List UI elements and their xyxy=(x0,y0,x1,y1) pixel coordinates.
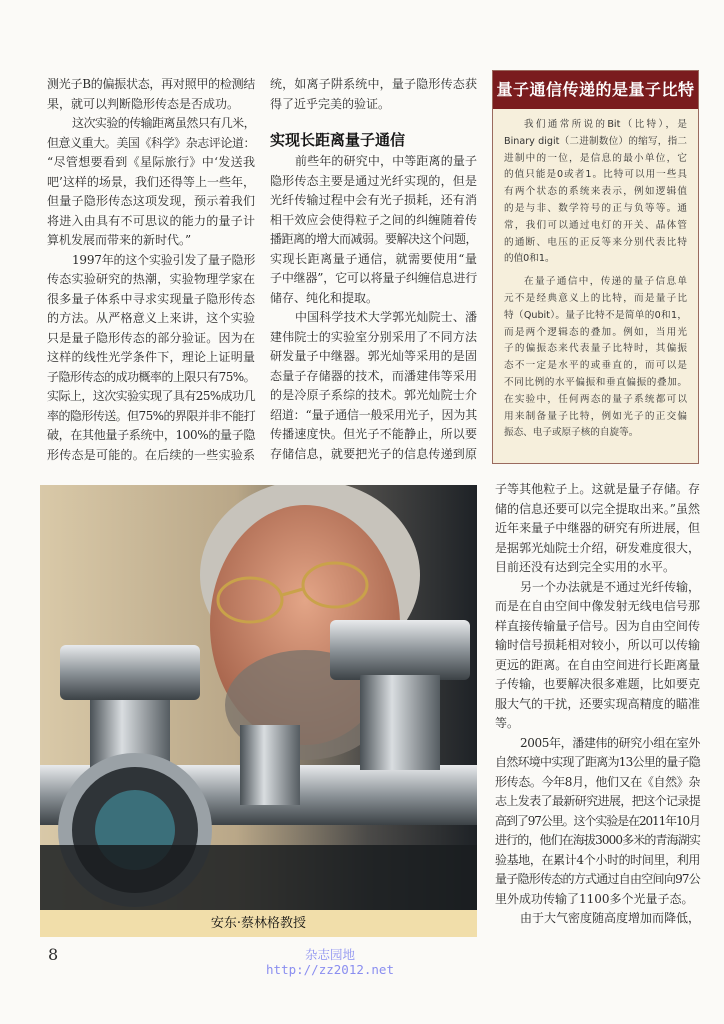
page-number: 8 xyxy=(48,945,59,964)
watermark-title: 杂志园地 xyxy=(304,947,355,962)
watermark xyxy=(265,947,395,977)
text-line: 前些年的研究中，中等距离的量子 xyxy=(295,154,477,168)
text-line: 态不一定是水平的或垂直的，而可以是 xyxy=(504,360,687,372)
text-line: 里外成功传输了1100多个光量子态。 xyxy=(495,891,694,906)
text-line: 光纤传输过程中会有光子损耗，还有消 xyxy=(270,193,477,207)
text-line: 的值只能是0或者1。比特可以用一些具 xyxy=(504,169,687,181)
text-line: 在实验中，任何两态的量子系统都可以 xyxy=(504,393,687,405)
text-line: 样直接传输量子信号。因为自由空间传 xyxy=(495,618,700,633)
text-line: 存储信息，就要把光子的信息传递到原 xyxy=(270,446,477,461)
text-line: 进制中的一位，是信息的最小单位，它 xyxy=(504,152,687,164)
text-line: 传播速度快。但光子不能静止，所以要 xyxy=(270,427,477,441)
paragraph xyxy=(47,251,255,466)
text-line: 形传态是可能的。在后续的一些实验系 xyxy=(47,447,255,462)
text-line: 传态实验研究的热潮，实验物理学家在 xyxy=(47,272,255,286)
paragraph xyxy=(270,152,477,308)
text-line: 很多量子体系中寻求实现量子隐形传态 xyxy=(47,291,255,306)
text-line: 的值0和1。 xyxy=(504,253,555,265)
text-line: 子隐形传态的成功概率的上限只有75%。 xyxy=(47,369,255,384)
sidebar-title: 量子通信传递的是量子比特 xyxy=(493,71,698,109)
text-line: 验基地，在累计4个小时的时间里，利用 xyxy=(495,852,700,867)
text-line: 志上发表了最新研究进展，把这个记录提 xyxy=(495,794,701,808)
text-line: 建伟院士的实验室分别采用了不同方法 xyxy=(270,329,477,344)
text-line: 的方法。从严格意义上来讲，这个实验 xyxy=(47,311,255,325)
text-line: 元不是经典意义上的比特，而是量子比 xyxy=(504,292,687,304)
text-line: 我们通常所说的Bit（比特），是 xyxy=(524,119,687,130)
text-line: 等。 xyxy=(495,716,520,730)
text-line: 用来制备量子比特，例如光子的正交偏 xyxy=(504,410,687,422)
text-line: “尽管想要看到《星际旅行》中‘发送我 xyxy=(47,155,255,169)
text-line: 但意义重大。美国《科学》杂志评论道： xyxy=(47,135,255,150)
photo-caption: 安东·蔡林格教授 xyxy=(40,910,477,937)
paragraph xyxy=(270,308,477,464)
text-line: 只是量子隐形传态的部分验证。因为在 xyxy=(47,330,255,345)
text-line: 子的偏振态来代表量子比特时，其偏振 xyxy=(504,343,687,355)
text-line: 实际上，这次实验实现了具有25%成功几 xyxy=(47,389,255,403)
sidebar-body xyxy=(504,117,687,442)
text-line: 的是与非、数学符号的正与负等等。通 xyxy=(504,202,687,214)
text-line: 而是在自由空间中像发射无线电信号那 xyxy=(495,599,700,613)
text-line: 量子隐形传态的方式通过自由空间向97公 xyxy=(495,872,700,886)
watermark-url: http://zz2012.net xyxy=(266,962,394,977)
paragraph xyxy=(495,734,700,910)
text-line: 子中继器”，它可以将量子纠缠信息进行 xyxy=(270,271,477,285)
section-heading: 实现长距离量子通信 xyxy=(270,131,406,149)
text-line: 是据郭光灿院士介绍，研发难度很大， xyxy=(495,540,700,555)
paragraph xyxy=(504,274,687,442)
table-shadow xyxy=(40,845,477,910)
text-line: 绍道：“量子通信一般采用光子，因为其 xyxy=(270,407,477,422)
article-column-middle xyxy=(270,75,477,464)
text-line: 另一个办法就是不通过光纤传输， xyxy=(520,579,701,594)
vacuum-chamber xyxy=(60,645,200,700)
text-line: 隐形传态主要是通过光纤实现的，但是 xyxy=(270,173,477,188)
text-line: 2005年，潘建伟的研究小组在室外 xyxy=(520,735,700,750)
text-line: 播距离的增大而减弱。要解决这个问题， xyxy=(270,232,478,246)
middle-body xyxy=(270,152,477,464)
text-line: 不同比例的水平偏振和垂直偏振的叠加。 xyxy=(504,376,687,388)
text-line: 在量子通信中，传递的量子信息单 xyxy=(524,276,687,288)
text-line: 的是冷原子系综的技术。郭光灿院士介 xyxy=(270,388,477,402)
text-line: 果，就可以判断隐形传态是否成功。 xyxy=(47,96,240,111)
text-line: 自然环境中实现了距离为13公里的量子隐 xyxy=(495,755,700,769)
vacuum-chamber xyxy=(360,675,440,770)
text-line: 吧’这样的场景，我们还得等上一些年， xyxy=(47,174,255,189)
professor-photo xyxy=(40,485,477,910)
text-line: Binary digit（二进制数位）的缩写，指二 xyxy=(504,135,687,147)
text-line: 而是两个逻辑态的叠加。例如，当用光 xyxy=(504,326,687,338)
text-line: 更远的距离。在自由空间进行长距离量 xyxy=(495,657,700,672)
text-line: 破，在其他量子系统中，100%的量子隐 xyxy=(47,428,255,442)
paragraph xyxy=(495,578,700,734)
text-line: 的通断、电压的正反等来分别代表比特 xyxy=(504,236,687,248)
text-line: 进行的，他们在海拔3000多米的青海湖实 xyxy=(495,833,700,847)
text-line: 实现长距离量子通信，就需要使用“量 xyxy=(270,251,477,266)
text-line: 输时信号损耗相对较小，所以可以传输 xyxy=(495,638,700,652)
text-line: 服大气的干扰，还要实现高精度的瞄准 xyxy=(495,696,700,711)
text-line: 近年来量子中继器的研究有所进展，但 xyxy=(495,521,700,535)
paragraph xyxy=(270,75,477,114)
text-line: 子传输，也要解决很多难题，比如要克 xyxy=(495,677,700,691)
paragraph xyxy=(504,117,687,268)
text-line: 特（Qubit）。量子比特不是简单的0和1， xyxy=(504,309,687,321)
text-line: 将进入由具有不可思议的能力的量子计 xyxy=(47,213,255,228)
text-line: 这次实验的传输距离虽然只有几米， xyxy=(72,116,255,130)
paragraph xyxy=(495,480,700,578)
text-line: 研发量子中继器。郭光灿等采用的是固 xyxy=(270,349,477,363)
text-line: 子等其他粒子上。这就是量子存储。存 xyxy=(495,482,700,496)
text-line: 形传态。今年8月，他们又在《自然》杂 xyxy=(495,774,700,789)
text-line: 有两个状态的系统来表示，例如逻辑值 xyxy=(504,186,687,198)
text-line: 由于大气密度随高度增加而降低， xyxy=(520,911,701,925)
vacuum-chamber xyxy=(330,620,470,680)
text-line: 振态、电子或原子核的自旋等。 xyxy=(504,427,639,439)
text-line: 高到了97公里。这个实验是在2011年10月 xyxy=(495,813,700,828)
text-line: 测光子B的偏振状态，再对照甲的检测结 xyxy=(47,77,255,91)
text-line: 常，我们可以通过电灯的开关、晶体管 xyxy=(504,219,687,231)
text-line: 中国科学技术大学郭光灿院士、潘 xyxy=(295,310,477,324)
sidebar-box xyxy=(492,70,699,464)
middle-top xyxy=(270,75,477,114)
paragraph xyxy=(47,114,255,251)
text-line: 储存、纯化和提取。 xyxy=(270,290,379,305)
paragraph xyxy=(495,909,700,929)
text-line: 储的信息还要可以完全提取出来。”虽然 xyxy=(495,501,700,516)
text-line: 态量子存储器的技术，而潘建伟等采用 xyxy=(270,368,477,383)
article-column-right xyxy=(495,480,700,929)
text-line: 统，如离子阱系统中，量子隐形传态获 xyxy=(270,77,477,91)
paragraph xyxy=(47,75,255,114)
text-line: 得了近乎完美的验证。 xyxy=(270,96,391,111)
text-line: 1997年的这个实验引发了量子隐形 xyxy=(72,252,256,267)
text-line: 率的隐形传送。但75%的界限并非不能打 xyxy=(47,408,255,423)
article-column-left xyxy=(47,75,255,465)
text-line: 这样的线性光学条件下，理论上证明量 xyxy=(47,350,255,364)
text-line: 目前还没有达到完全实用的水平。 xyxy=(495,560,676,574)
text-line: 算机发展而带来的新时代。” xyxy=(47,233,192,247)
text-line: 相干效应会使得粒子之间的纠缠随着传 xyxy=(270,212,477,227)
vacuum-chamber xyxy=(240,725,300,805)
text-line: 但量子隐形传态这项发现，预示着我们 xyxy=(47,194,255,208)
